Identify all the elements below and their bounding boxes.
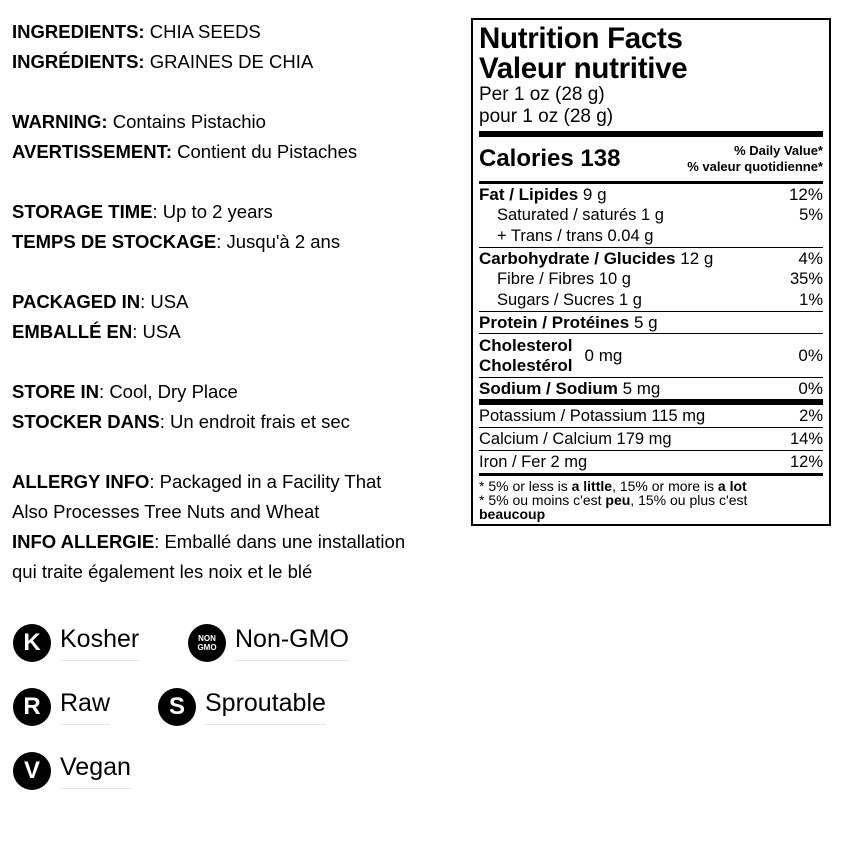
storage-line: STORAGE TIME: Up to 2 years [12,201,273,222]
badge-vegan [13,752,131,790]
nutrition-title-fr: Valeur nutritive [479,52,688,85]
allergy-fr-line: INFO ALLERGIE: Emballé dans une installation [12,531,406,552]
warning-line: WARNING: Contains Pistachio [12,111,266,132]
non-gmo-icon: NON GMO [188,624,226,662]
sodium-row: Sodium / Sodium 5 mg 0% [479,378,823,398]
protein-row: Protein / Protéines 5 g [479,312,658,332]
calories: Calories 138 [479,145,621,172]
footnote: * 5% or less is a little, 15% or more is a lot * 5% ou moins c'est peu, 15% ou plus c'est beaucoup [479,478,748,522]
fibre-row: Fibre / Fibres 10 g 35% [497,270,823,288]
ingredients-fr-line: INGRÉDIENTS: GRAINES DE CHIA [12,51,314,72]
kosher-icon: K [13,624,51,662]
store-line: STORE IN: Cool, Dry Place [12,381,238,402]
badge-sproutable-label: Sproutable [205,689,326,725]
sugars-row: Sugars / Sucres 1 g 1% [497,291,823,309]
serving-size-fr: pour 1 oz (28 g) [479,106,614,127]
serving-size-en: Per 1 oz (28 g) [479,84,605,105]
cholesterol-row: Cholesterol Cholestérol 0 mg 0% [479,335,823,375]
storage-fr-line: TEMPS DE STOCKAGE: Jusqu'à 2 ans [12,231,341,252]
store-fr-line: STOCKER DANS: Un endroit frais et sec [12,411,350,432]
badge-nongmo [188,624,349,662]
warning-fr-line: AVERTISSEMENT: Contient du Pistaches [12,141,358,162]
raw-icon: R [13,688,51,726]
calories-row [479,137,823,181]
sproutable-icon: S [158,688,196,726]
badge-nongmo-label: Non-GMO [235,625,349,661]
carbohydrate-row: Carbohydrate / Glucides 12 g 4% [479,248,823,268]
badge-raw-label: Raw [60,689,110,725]
badge-kosher [13,624,139,662]
allergy-line: ALLERGY INFO: Packaged in a Facility That [12,471,382,492]
trans-row: + Trans / trans 0.04 g [497,227,654,245]
product-info [12,17,467,587]
packaged-line: PACKAGED IN: USA [12,291,189,312]
allergy-line-2: Also Processes Tree Nuts and Wheat [12,501,320,522]
badge-raw [13,688,110,726]
calcium-row: Calcium / Calcium 179 mg 14% [479,429,823,448]
ingredients-line: INGREDIENTS: CHIA SEEDS [12,21,261,42]
vegan-icon: V [13,752,51,790]
saturated-row: Saturated / saturés 1 g 5% [497,206,823,224]
fat-row: Fat / Lipides 9 g 12% [479,184,823,204]
badge-vegan-label: Vegan [60,753,131,789]
badge-kosher-label: Kosher [60,625,139,661]
allergy-fr-line-2: qui traite également les noix et le blé [12,561,313,582]
badge-sproutable [158,688,326,726]
daily-value-header: % Daily Value* % valeur quotidienne* [687,143,823,174]
nutrition-title-en: Nutrition Facts [479,22,683,55]
iron-row: Iron / Fer 2 mg 12% [479,452,823,471]
packaged-fr-line: EMBALLÉ EN: USA [12,321,181,342]
nutrition-facts-table [471,18,831,526]
potassium-row: Potassium / Potassium 115 mg 2% [479,406,823,425]
